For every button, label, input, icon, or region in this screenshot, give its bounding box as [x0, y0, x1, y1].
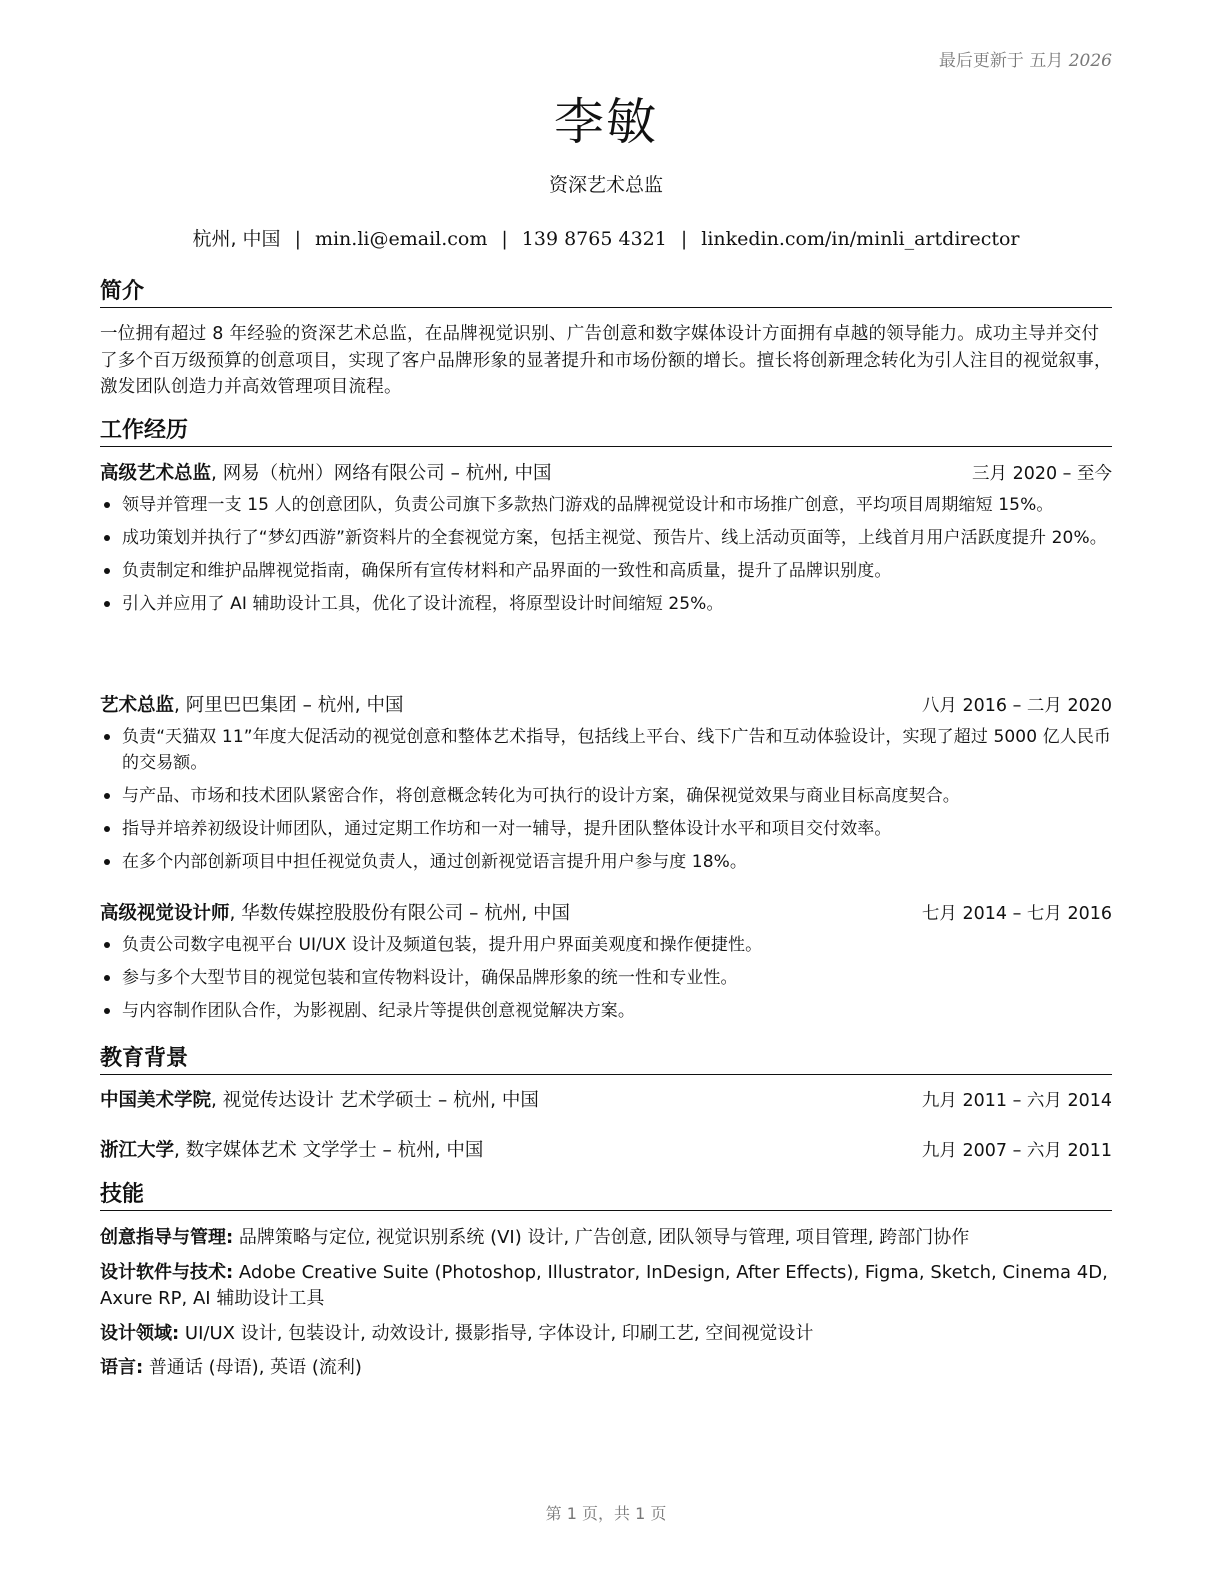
job-bullets — [100, 724, 1112, 882]
section-heading-experience: 工作经历 — [100, 417, 1112, 447]
job-role: 高级视觉设计师 — [100, 903, 230, 924]
job-dates: 三月 2020 – 至今 — [972, 464, 1112, 484]
section-heading-summary: 简介 — [100, 278, 1112, 308]
bullet-item: 负责制定和维护品牌视觉指南，确保所有宣传材料和产品界面的一致性和高质量，提升了品牌识别度。 — [100, 558, 1112, 584]
bullet-item: 指导并培养初级设计师团队，通过定期工作坊和一对一辅导，提升团队整体设计水平和项目交付效率。 — [100, 816, 1112, 842]
bullet-item: 与内容制作团队合作，为影视剧、纪录片等提供创意视觉解决方案。 — [100, 998, 1112, 1024]
job-org: , 阿里巴巴集团 – 杭州, 中国 — [174, 695, 404, 716]
skill-value: Adobe Creative Suite (Photoshop, Illustrator, InDesign, After Effects), Figma, Sketch, Cinema 4D, Axure RP, AI 辅助设计工具 — [100, 1262, 1108, 1309]
education-dates: 九月 2011 – 六月 2014 — [921, 1091, 1112, 1111]
education-item — [100, 1088, 1112, 1114]
last-updated — [939, 46, 1112, 71]
resume-page — [100, 0, 1112, 1584]
skill-key: 语言: — [100, 1357, 144, 1378]
job-role: 高级艺术总监 — [100, 463, 212, 484]
contact-line — [100, 224, 1112, 251]
bullet-item: 成功策划并执行了“梦幻西游”新资料片的全套视觉方案，包括主视觉、预告片、线上活动页面等，上线首月用户活跃度提升 20%。 — [100, 525, 1112, 551]
contact-separator: | — [294, 228, 301, 250]
degree-detail: , 数字媒体艺术 文学学士 – 杭州, 中国 — [174, 1140, 484, 1161]
education-dates: 九月 2007 – 六月 2011 — [921, 1141, 1112, 1161]
skill-value: 品牌策略与定位, 视觉识别系统 (VI) 设计, 广告创意, 团队领导与管理, 项目管理, 跨部门协作 — [233, 1227, 970, 1248]
candidate-title: 资深艺术总监 — [548, 174, 663, 196]
section-heading-skills: 技能 — [100, 1181, 1112, 1211]
job-bullets — [100, 932, 1112, 1031]
bullet-item: 与产品、市场和技术团队紧密合作，将创意概念转化为可执行的设计方案，确保视觉效果与商业目标高度契合。 — [100, 783, 1112, 809]
degree-detail: , 视觉传达设计 艺术学硕士 – 杭州, 中国 — [211, 1090, 539, 1111]
bullet-item: 参与多个大型节目的视觉包装和宣传物料设计，确保品牌形象的统一性和专业性。 — [100, 965, 1112, 991]
contact-separator: | — [680, 228, 688, 250]
contact-location: 杭州, 中国 — [192, 228, 281, 250]
job-dates: 八月 2016 – 二月 2020 — [921, 696, 1112, 716]
job-dates: 七月 2014 – 七月 2016 — [921, 904, 1112, 924]
skill-value: 普通话 (母语), 英语 (流利) — [143, 1357, 362, 1378]
job-header — [100, 693, 1112, 719]
last-updated-label: 最后更新于 五月 — [938, 51, 1064, 71]
skill-key: 创意指导与管理: — [100, 1227, 234, 1248]
job-header — [100, 901, 1112, 927]
job-org: , 华数传媒控股股份有限公司 – 杭州, 中国 — [229, 903, 571, 924]
school-name: 中国美术学院 — [100, 1090, 212, 1111]
contact-email[interactable]: min.li@email.com — [314, 228, 488, 250]
job-org: , 网易（杭州）网络有限公司 – 杭州, 中国 — [211, 463, 552, 484]
skill-value: UI/UX 设计, 包装设计, 动效设计, 摄影指导, 字体设计, 印刷工艺, 空间视觉设计 — [179, 1323, 814, 1344]
job-role: 艺术总监 — [100, 695, 175, 716]
summary-text: 一位拥有超过 8 年经验的资深艺术总监，在品牌视觉识别、广告创意和数字媒体设计方面拥有卓越的领导能力。成功主导并交付了多个百万级预算的创意项目，实现了客户品牌形象的显著提升和市场份额的增长。擅长将创新理念转化为引人注目的视觉叙事，激发团队创造力并高效管理项目流程。 — [100, 324, 1112, 397]
skill-line — [100, 1225, 1112, 1251]
contact-phone[interactable]: 139 8765 4321 — [521, 228, 667, 250]
page-footer: 第 1 页，共 1 页 — [545, 1504, 667, 1523]
candidate-name: 李敏 — [554, 93, 658, 151]
skill-line — [100, 1355, 1112, 1381]
skill-line — [100, 1260, 1112, 1312]
skill-key: 设计软件与技术: — [100, 1262, 234, 1283]
bullet-item: 引入并应用了 AI 辅助设计工具，优化了设计流程，将原型设计时间缩短 25%。 — [100, 591, 1112, 617]
contact-linkedin[interactable]: linkedin.com/in/minli_artdirector — [701, 228, 1020, 250]
bullet-item: 负责“天猫双 11”年度大促活动的视觉创意和整体艺术指导，包括线上平台、线下广告和互动体验设计，实现了超过 5000 亿人民币的交易额。 — [100, 724, 1112, 776]
job-header — [100, 461, 1112, 487]
school-name: 浙江大学 — [100, 1140, 175, 1161]
last-updated-year: 2026 — [1068, 51, 1112, 71]
contact-separator: | — [501, 228, 508, 250]
job-bullets — [100, 492, 1112, 624]
bullet-item: 负责公司数字电视平台 UI/UX 设计及频道包装，提升用户界面美观度和操作便捷性。 — [100, 932, 1112, 958]
bullet-item: 领导并管理一支 15 人的创意团队，负责公司旗下多款热门游戏的品牌视觉设计和市场推广创意，平均项目周期缩短 15%。 — [100, 492, 1112, 518]
section-heading-education: 教育背景 — [100, 1045, 1112, 1075]
bullet-item: 在多个内部创新项目中担任视觉负责人，通过创新视觉语言提升用户参与度 18%。 — [100, 849, 1112, 875]
skill-line — [100, 1321, 1112, 1347]
skill-key: 设计领域: — [100, 1323, 180, 1344]
education-item — [100, 1138, 1112, 1164]
